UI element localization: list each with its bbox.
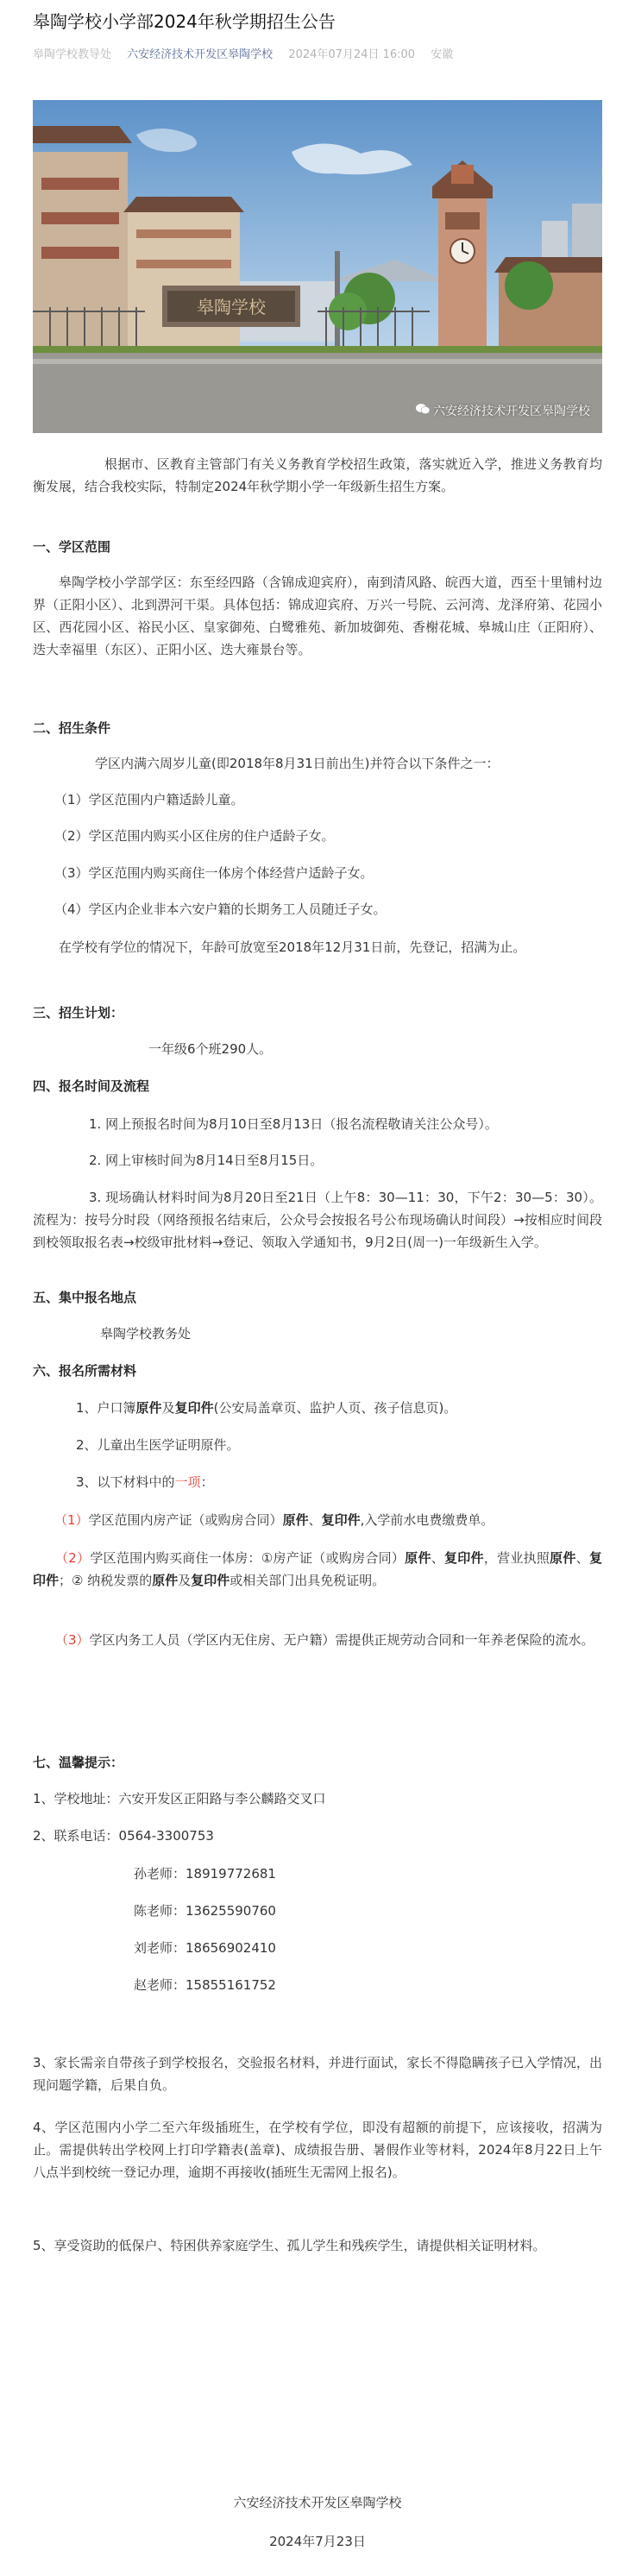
process-step-3: 3. 现场确认材料时间为8月20日至21日（上午8：30—11：30，下午2：30—5：30）。流程为：按号分时段（网络预报名结束后，公众号会按报名号公布现场确认时间段）→按相应时间段到校领取报名表→校级审批材料→登记、领取入学通知书，9月2日(周一)一年级新生入学。: [33, 1190, 602, 1250]
school-address: 1、学校地址：六安开发区正阳路与李公麟路交叉口: [33, 1791, 326, 1806]
material-sub-2: （2）学区范围内购买商住一体房：①房产证（或购房合同）原件、复印件，营业执照原件、复印件；② 纳税发票的原件及复印件或相关部门出具免税证明。: [33, 1550, 602, 1588]
condition-item-4: （4）学区内企业非本六安户籍的长期务工人员随迁子女。: [54, 902, 387, 917]
school-photo: [33, 100, 602, 433]
contact-phone: 2、联系电话：0564-3300753: [33, 1828, 214, 1844]
footer-date: 2024年7月23日: [269, 2534, 366, 2549]
condition-item-3: （3）学区范围内购买商住一体房个体经营户适龄子女。: [54, 865, 374, 881]
process-step-1: 1. 网上预报名时间为8月10日至8月13日（报名流程敬请关注公众号）。: [89, 1116, 498, 1132]
material-item-3: 3、以下材料中的一项：: [76, 1474, 214, 1490]
section-heading-5: 五、集中报名地点: [33, 1290, 137, 1305]
district-range-text: 皋陶学校小学部学区：东至经四路（含锦成迎宾府），南到清风路、皖西大道，西至十里铺村边界（正阳小区）、北到淠河干渠。具体包括：锦成迎宾府、万兴一号院、云河湾、龙泽府第、花园小区、西花园小区、裕民小区、皇家御苑、白鹭雅苑、新加坡御苑、香榭花城、皋城山庄（正阳府）、迭大幸福里（东区）、正阳小区、迭大雍景台等。: [33, 575, 602, 657]
material-item-2: 2、儿童出生医学证明原件。: [76, 1437, 240, 1453]
gate-sign-text: 皋陶学校: [197, 297, 266, 317]
footer-org: 六安经济技术开发区皋陶学校: [233, 2495, 402, 2510]
material-item-1: 1、户口簿原件及复印件(公安局盖章页、监护人页、孩子信息页)。: [76, 1400, 457, 1416]
condition-lead: 学区内满六周岁儿童(即2018年8月31日前出生)并符合以下条件之一：: [95, 756, 500, 771]
section-heading-7: 七、温馨提示：: [33, 1755, 124, 1770]
contact-teacher-sun: 孙老师：18919772681: [134, 1866, 276, 1882]
condition-item-1: （1）学区范围内户籍适龄儿童。: [54, 792, 244, 807]
article-meta: [33, 45, 465, 61]
wechat-icon: [416, 403, 430, 415]
section-heading-4: 四、报名时间及流程: [33, 1078, 150, 1094]
publish-date: 2024年07月24日 16:00: [288, 48, 416, 61]
school-gate-illustration: [33, 100, 602, 433]
section-heading-6: 六、报名所需材料: [33, 1363, 137, 1379]
tip-3: 3、家长需亲自带孩子到学校报名，交验报名材料，并进行面试，家长不得隐瞒孩子已入学情况，出现问题学籍，后果自负。: [33, 2055, 602, 2093]
section-heading-1: 一、学区范围: [33, 539, 111, 555]
photo-watermark: 六安经济技术开发区皋陶学校: [416, 402, 590, 419]
condition-item-2: （2）学区范围内购买小区住房的住户适龄子女。: [54, 828, 335, 844]
material-sub-3: （3）学区内务工人员（学区内无住房、无户籍）需提供正规劳动合同和一年养老保险的流水。: [55, 1632, 594, 1648]
section-heading-2: 二、招生条件: [33, 720, 111, 736]
contact-teacher-zhao: 赵老师：15855161752: [134, 1977, 276, 1993]
location: 安徽: [431, 48, 454, 61]
article-title: 皋陶学校小学部2024年秋学期招生公告: [33, 11, 336, 32]
account-link[interactable]: 六安经济技术开发区皋陶学校: [127, 48, 273, 61]
material-sub-1: （1）学区范围内房产证（或购房合同）原件、复印件,入学前水电费缴费单。: [54, 1512, 494, 1528]
tip-4: 4、学区范围内小学二至六年级插班生，在学校有学位，即没有超额的前提下，应该接收，招满为止。需提供转出学校网上打印学籍表(盖章)、成绩报告册、暑假作业等材料，2024年8月22日上午八点半到校统一登记办理，逾期不再接收(插班生无需网上报名)。: [33, 2120, 602, 2180]
process-step-2: 2. 网上审核时间为8月14日至8月15日。: [89, 1153, 324, 1168]
contact-teacher-chen: 陈老师：13625590760: [134, 1903, 276, 1919]
author: 皋陶学校教导处: [33, 48, 112, 61]
section-heading-3: 三、招生计划：: [33, 1005, 124, 1021]
intro-paragraph: 根据市、区教育主管部门有关义务教育学校招生政策，落实就近入学，推进义务教育均衡发展，结合我校实际，特制定2024年秋学期小学一年级新生招生方案。: [33, 456, 602, 494]
tip-5: 5、享受资助的低保户、特困供养家庭学生、孤儿学生和残疾学生，请提供相关证明材料。: [33, 2238, 546, 2253]
contact-teacher-liu: 刘老师：18656902410: [134, 1940, 276, 1956]
enrollment-plan: 一年级6个班290人。: [148, 1041, 273, 1057]
age-note: 在学校有学位的情况下，年龄可放宽至2018年12月31日前，先登记，招满为止。: [59, 939, 526, 955]
registration-location: 皋陶学校教务处: [100, 1326, 192, 1341]
